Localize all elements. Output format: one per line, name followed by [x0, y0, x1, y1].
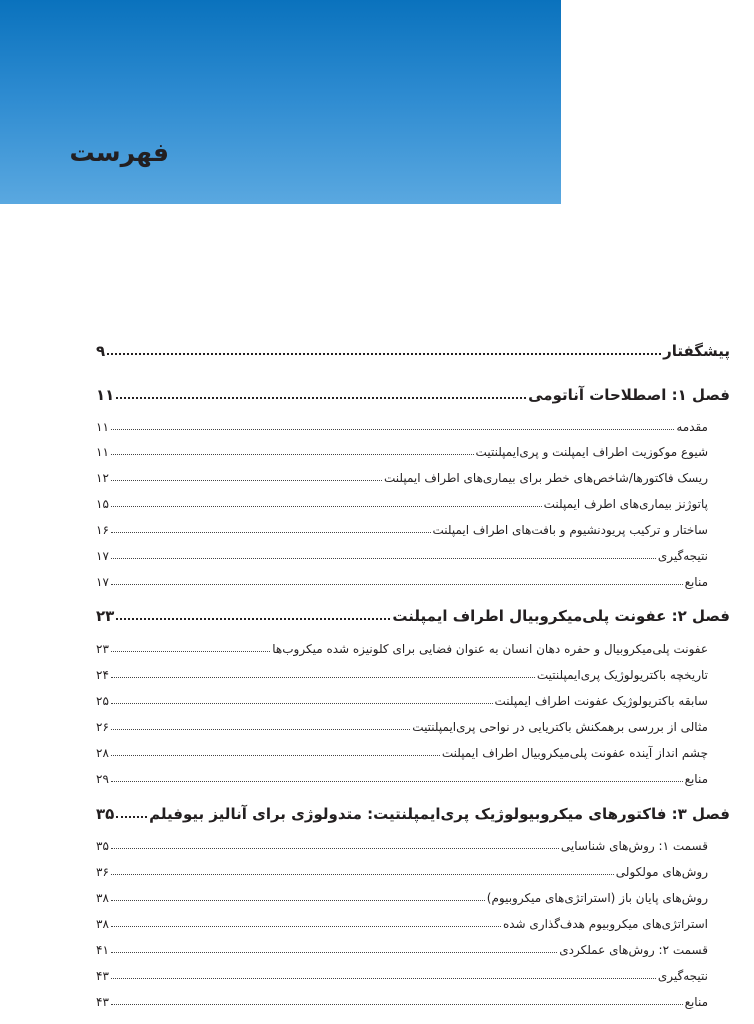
toc-entry-row[interactable]	[96, 865, 708, 879]
toc-page-number: ۱۱	[96, 445, 109, 459]
dot-leader	[111, 874, 614, 875]
dot-leader	[111, 429, 674, 430]
toc-entry-title: چشم انداز آینده عفونت پلی‌میکروبیال اطراف ایمپلنت	[441, 746, 708, 760]
dot-leader	[111, 781, 683, 782]
toc-entry-title: ریسک فاکتورها/شاخص‌های خطر برای بیماری‌های اطراف ایمپلنت	[384, 471, 708, 485]
toc-page-number: ۱۵	[96, 497, 109, 511]
toc-page-number: ۲۶	[96, 720, 109, 734]
dot-leader	[111, 755, 440, 756]
dot-leader	[111, 506, 542, 507]
toc-page-number: ۲۴	[96, 668, 109, 682]
toc-entry-row[interactable]	[96, 891, 708, 905]
dot-leader	[111, 532, 431, 533]
toc-chapter-row[interactable]	[96, 386, 730, 404]
toc-entry-title: روش‌های پایان باز (استراتژی‌های میکروبیوم)	[486, 891, 708, 905]
toc-entry-row[interactable]	[96, 917, 708, 931]
toc-page-number: ۳۸	[96, 891, 109, 905]
toc-entry-row[interactable]	[96, 497, 708, 511]
toc-page-number: ۱۷	[96, 549, 109, 563]
toc-entry-title: استراتژی‌های میکروبیوم هدف‌گذاری شده	[502, 917, 708, 931]
toc-entry-row[interactable]	[96, 642, 708, 656]
toc-chapter-row[interactable]	[96, 805, 730, 823]
toc-entry-title: عفونت پلی‌میکروبیال و حفره دهان انسان به عنوان فضایی برای کلونیزه شده میکروب‌ها	[272, 642, 708, 656]
toc-page-number: ۱۶	[96, 523, 109, 537]
toc-page-number: ۴۱	[96, 943, 109, 957]
toc-entry-row[interactable]	[96, 995, 708, 1009]
toc-page-number: ۲۳	[96, 607, 115, 625]
toc-entry-title: شیوع موکوزیت اطراف ایمپلنت و پری‌ایمپلنتیت	[475, 445, 708, 459]
toc-chapter-row[interactable]	[96, 342, 730, 360]
toc-page-number: ۳۶	[96, 865, 109, 879]
page-title: فهرست	[69, 138, 169, 167]
toc-entry-title: قسمت ۲: روش‌های عملکردی	[559, 943, 708, 957]
toc-entry-row[interactable]	[96, 471, 708, 485]
toc-entry-row[interactable]	[96, 746, 708, 760]
toc-entry-row[interactable]	[96, 720, 708, 734]
toc-entry-row[interactable]	[96, 969, 708, 983]
toc-entry-title: منابع	[684, 772, 708, 786]
toc-entry-title: پاتوژنز بیماری‌های اطرف ایمپلنت	[543, 497, 708, 511]
toc-entry-title: فصل ۱: اصطلاحات آناتومی	[528, 386, 730, 404]
toc-entry-row[interactable]	[96, 420, 708, 434]
toc-page-number: ۲۵	[96, 694, 109, 708]
toc-page-number: ۱۱	[96, 386, 115, 404]
toc-page-number: ۱۲	[96, 471, 109, 485]
toc-page-number: ۱۷	[96, 575, 109, 589]
dot-leader	[116, 618, 390, 620]
toc-entry-title: مثالی از بررسی برهمکنش باکتریایی در نواحی پری‌ایمپلنتیت	[412, 720, 708, 734]
toc-page-number: ۳۵	[96, 839, 109, 853]
dot-leader	[111, 454, 474, 455]
dot-leader	[111, 1004, 683, 1005]
dot-leader	[111, 978, 656, 979]
toc-entry-row[interactable]	[96, 523, 708, 537]
toc-entry-row[interactable]	[96, 943, 708, 957]
dot-leader	[116, 816, 147, 818]
toc-entry-title: سابقه باکتریولوژیک عفونت اطراف ایمپلنت	[494, 694, 708, 708]
toc-entry-row[interactable]	[96, 668, 708, 682]
dot-leader	[116, 397, 526, 399]
toc-entry-title: فصل ۳: فاکتورهای میکروبیولوژیک پری‌ایمپلنتیت: متدولوژی برای آنالیز بیوفیلم	[149, 805, 730, 823]
dot-leader	[111, 848, 559, 849]
dot-leader	[111, 900, 485, 901]
toc-entry-title: مقدمه	[676, 420, 708, 434]
dot-leader	[107, 353, 661, 355]
toc-entry-row[interactable]	[96, 575, 708, 589]
toc-page-number: ۲۹	[96, 772, 109, 786]
dot-leader	[111, 952, 557, 953]
dot-leader	[111, 703, 493, 704]
dot-leader	[111, 480, 382, 481]
toc-entry-row[interactable]	[96, 772, 708, 786]
toc-chapter-row[interactable]	[96, 607, 730, 625]
toc-page-number: ۲۳	[96, 642, 109, 656]
toc-entry-title: تاریخچه باکتریولوژیک پری‌ایمپلنتیت	[536, 668, 708, 682]
toc-entry-title: منابع	[684, 575, 708, 589]
toc-page-number: ۲۸	[96, 746, 109, 760]
toc-entry-title: نتیجه‌گیری	[657, 969, 708, 983]
toc-entry-title: نتیجه‌گیری	[657, 549, 708, 563]
toc-entry-title: پیشگفتار	[663, 342, 730, 360]
toc-entry-title: ساختار و ترکیب پریودنشیوم و بافت‌های اطراف ایمپلنت	[432, 523, 708, 537]
toc-page-number: ۴۳	[96, 995, 109, 1009]
dot-leader	[111, 558, 656, 559]
dot-leader	[111, 926, 501, 927]
dot-leader	[111, 651, 270, 652]
toc-entry-title: قسمت ۱: روش‌های شناسایی	[560, 839, 708, 853]
toc-page-number: ۱۱	[96, 420, 109, 434]
toc-page-number: ۳۵	[96, 805, 115, 823]
toc-entry-row[interactable]	[96, 839, 708, 853]
toc-entry-row[interactable]	[96, 445, 708, 459]
toc-entry-title: منابع	[684, 995, 708, 1009]
toc-page-number: ۴۳	[96, 969, 109, 983]
dot-leader	[111, 584, 683, 585]
toc-entry-row[interactable]	[96, 694, 708, 708]
dot-leader	[111, 729, 410, 730]
toc-entry-title: روش‌های مولکولی	[615, 865, 708, 879]
toc-entry-title: فصل ۲: عفونت پلی‌میکروبیال اطراف ایمپلنت	[392, 607, 730, 625]
dot-leader	[111, 677, 535, 678]
toc-page-number: ۹	[96, 342, 106, 360]
toc-entry-row[interactable]	[96, 549, 708, 563]
toc-page-number: ۳۸	[96, 917, 109, 931]
